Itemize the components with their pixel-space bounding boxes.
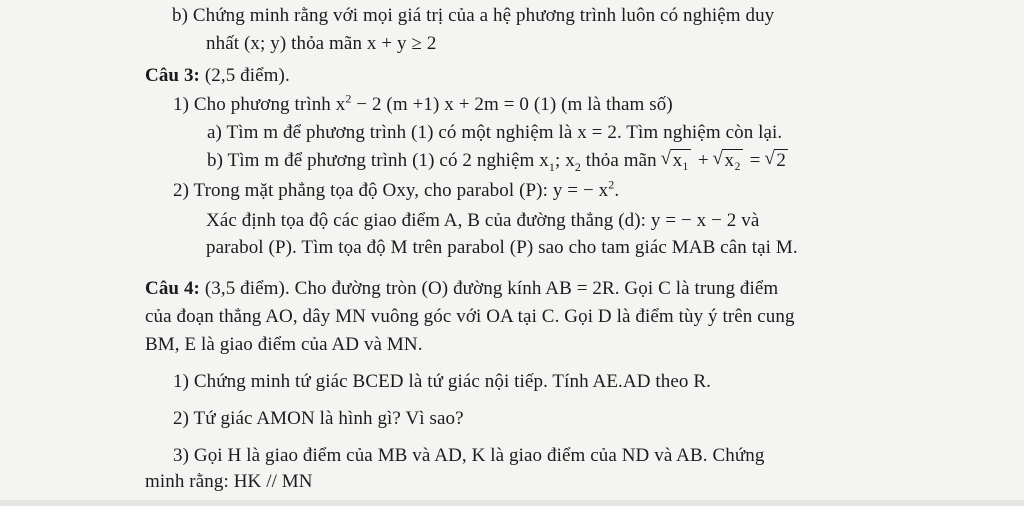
q3-item-2-line-2 [206,210,759,232]
q4-item-3-line-2 [145,471,313,493]
item-text-cont: thỏa mãn [580,150,662,171]
item-text: parabol (P). Tìm tọa độ M trên parabol (P) sao cho tam giác MAB cân tại M. [206,237,798,258]
item-text: minh rằng: HK // MN [145,471,313,492]
item-label: a) [207,122,222,143]
item-text: nhất (x; y) thỏa mãn x + y ≥ 2 [206,33,437,54]
q3-item-2 [173,177,620,202]
item-text: (3,5 điểm). Cho đường tròn (O) đường kính AB = 2R. Gọi C là trung điểm [204,278,779,299]
item-text: Xác định tọa độ các giao điểm A, B của đường thẳng (d): y = − x − 2 và [206,210,760,231]
q3-item-1b [207,150,790,172]
page-bottom-edge [0,500,1024,506]
q3-item-1a [207,122,782,144]
item-label: 1) [173,94,190,115]
sqrt-x2: √ x₂ [713,150,742,172]
part-b-line-1 [172,5,774,27]
sqrt-2: √ 2 [765,150,788,172]
item-text: của đoạn thẳng AO, dây MN vuông góc với OA tại C. Gọi D là điểm tùy ý trên cung [145,306,795,327]
item-text-sep: ; x [555,150,575,171]
item-label: 1) [173,371,190,392]
item-label: 2) [173,180,190,201]
item-text: Gọi H là giao điểm của MB và AD, K là giao điểm của ND và AB. Chứng [193,445,765,466]
item-text-cont: − 2 (m +1) x + 2m = 0 (1) (m là tham số) [351,94,673,115]
question-4-line-2 [145,306,795,328]
item-text: Chứng minh tứ giác BCED là tứ giác nội tiếp. Tính AE.AD theo R. [193,371,711,392]
q4-item-2 [173,408,464,430]
item-text: Tìm m để phương trình (1) có 2 nghiệm x [227,150,549,171]
question-number: Câu 4: [145,278,200,299]
part-b-line-2 [206,33,436,55]
item-text: Cho phương trình x [193,94,346,115]
q3-item-2-line-3 [206,237,798,259]
question-4-line-1 [145,278,778,300]
q4-item-3 [173,445,764,467]
question-number: Câu 3: [145,65,200,86]
item-label: 2) [173,408,190,429]
equals-sign: = [744,150,766,171]
q4-item-1 [173,371,711,393]
question-points: (2,5 điểm). [204,65,290,86]
sqrt-x1: √ x₁ [662,150,691,172]
item-text: Tìm m để phương trình (1) có một nghiệm là x = 2. Tìm nghiệm còn lại. [226,122,783,143]
exponent: 2 [345,91,352,106]
subscript-1: 1 [548,159,555,174]
item-label: b) [172,5,189,26]
item-text-cont: . [614,180,620,201]
q3-item-1 [173,91,673,116]
item-label: 3) [173,445,190,466]
plus-sign: + [692,150,714,171]
exponent: 2 [608,177,615,192]
item-label: b) [207,150,224,171]
item-text: BM, E là giao điểm của AD và MN. [145,334,423,355]
item-text: Tứ giác AMON là hình gì? Vì sao? [193,408,464,429]
item-text: Trong mặt phẳng tọa độ Oxy, cho parabol (P): y = − x [193,180,609,201]
subscript-2: 2 [574,159,581,174]
question-3-heading [145,65,290,87]
item-text: Chứng minh rằng với mọi giá trị của a hệ phương trình luôn có nghiệm duy [192,5,775,26]
question-4-line-3 [145,334,423,356]
